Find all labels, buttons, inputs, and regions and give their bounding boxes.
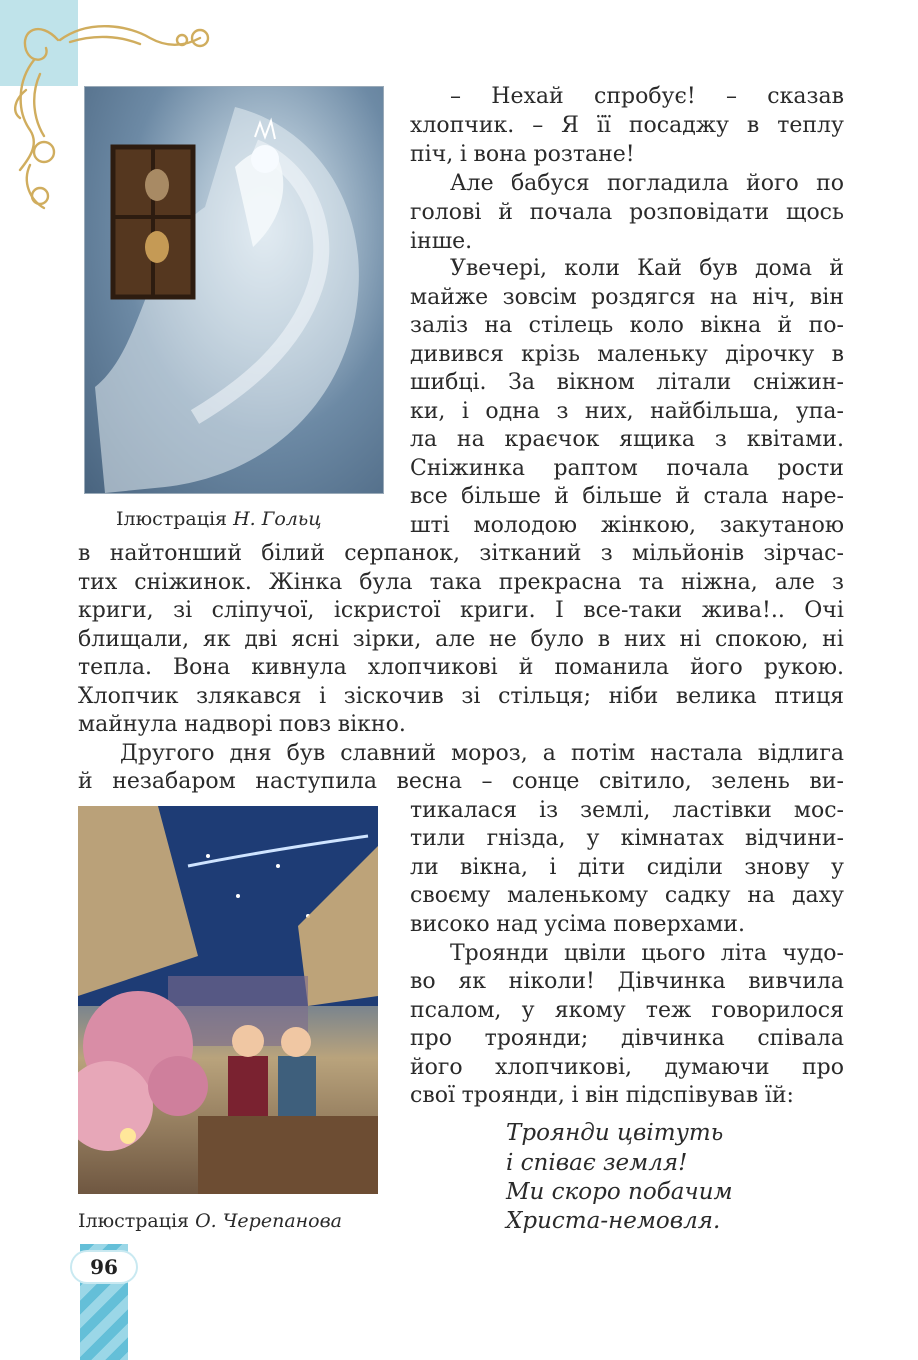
word: з [714, 427, 727, 452]
word: – [450, 84, 461, 109]
word: голові [410, 200, 482, 225]
text-line [410, 796, 844, 825]
word: хлопчик. [410, 113, 515, 138]
word: зі [461, 684, 481, 709]
word: щось [785, 200, 844, 225]
word: велика [675, 684, 757, 709]
word: криги. [459, 598, 536, 623]
word: наре- [781, 484, 844, 509]
word: рости [777, 456, 844, 481]
word: зовсім [502, 285, 577, 310]
word: маленьку [597, 342, 708, 367]
word: погладила [606, 171, 729, 196]
illustration-caption: Ілюстрація О. Черепанова [78, 1210, 342, 1232]
word: по [816, 171, 844, 196]
word: Кай [637, 256, 682, 281]
word: тепла. [78, 655, 152, 680]
word: Другого [120, 741, 215, 766]
word: молодою [473, 513, 578, 538]
word: її [596, 113, 611, 138]
word: Нехай [491, 84, 564, 109]
word: майнула [78, 712, 178, 737]
text-line [78, 710, 844, 739]
word: Очі [804, 598, 844, 623]
word: найбільша, [650, 399, 780, 424]
word: жінкою, [600, 513, 696, 538]
text-line [410, 967, 844, 996]
word: шті [410, 513, 450, 538]
word: троянди, [461, 1083, 565, 1108]
word: якому [554, 998, 626, 1023]
word: зірчас- [763, 541, 844, 566]
word: на [747, 883, 776, 908]
word: вікном [556, 370, 635, 395]
poem-line: Троянди цвітуть [506, 1120, 724, 1146]
word: і [571, 1083, 579, 1108]
word: сонце [512, 769, 580, 794]
word: сиділи [646, 855, 723, 880]
word: Дівчинка [617, 969, 726, 994]
word: піч, [410, 142, 454, 167]
word: ніби [608, 684, 659, 709]
word: роздягся [591, 285, 696, 310]
word: стільця; [498, 684, 591, 709]
word: не [489, 627, 517, 652]
word: говорилося [711, 998, 844, 1023]
word: краєчок [504, 427, 600, 452]
word: вивчила [748, 969, 844, 994]
word: його [690, 655, 743, 680]
illustration-caption: Ілюстрація Н. Гольц [116, 508, 322, 530]
text-line [410, 283, 844, 312]
word: але [774, 570, 815, 595]
text-line [410, 454, 844, 483]
word: зіскочив [343, 684, 444, 709]
word: більше [582, 484, 663, 509]
word: все [410, 484, 448, 509]
word: злякався [196, 684, 302, 709]
word: крізь [521, 342, 580, 367]
word: їй: [764, 1083, 794, 1108]
word: зелень [711, 769, 790, 794]
word: світило, [598, 769, 692, 794]
word: на [456, 427, 485, 452]
word: блищали, [78, 627, 190, 652]
word: почала [529, 200, 613, 225]
word: був [286, 741, 326, 766]
word: весна [396, 769, 462, 794]
text-line [410, 853, 844, 882]
word: – [532, 113, 544, 138]
word: гнізда, [486, 826, 566, 851]
text-line [410, 1024, 844, 1053]
word: у [586, 826, 600, 851]
word: на [484, 313, 513, 338]
page-number: 96 [72, 1252, 136, 1282]
word: землі, [580, 798, 651, 823]
word: білий [261, 541, 325, 566]
word: він [809, 285, 844, 310]
word: ящика [619, 427, 696, 452]
word: вікна [700, 313, 762, 338]
word: шибці. [410, 370, 487, 395]
word: і [319, 684, 327, 709]
word: та [638, 570, 664, 595]
word: з [831, 570, 844, 595]
word: більше [461, 484, 541, 509]
word: рукою. [763, 655, 844, 680]
word: тих [78, 570, 118, 595]
word: спокою, [714, 627, 809, 652]
word: й [777, 313, 793, 338]
word: мос- [793, 798, 844, 823]
word: криги, [78, 598, 154, 623]
word: ніколи! [508, 969, 595, 994]
word: на [710, 285, 738, 310]
word: відчини- [745, 826, 844, 851]
word: настала [650, 741, 743, 766]
word: знову [744, 855, 810, 880]
word: птиця [774, 684, 844, 709]
word: дивився [410, 342, 504, 367]
word: За [508, 370, 535, 395]
word: стала [703, 484, 769, 509]
text-line [120, 739, 844, 768]
word: вікна, [460, 855, 528, 880]
text-line [450, 939, 844, 968]
text-line [78, 682, 844, 711]
text-line [410, 311, 844, 340]
word: І [555, 598, 564, 623]
text-line [410, 910, 844, 939]
text-line [410, 111, 844, 140]
text-line [450, 82, 844, 111]
text-line [450, 254, 844, 283]
word: стілець [528, 313, 614, 338]
word: ні [822, 627, 844, 652]
word: і [549, 855, 557, 880]
text-line [78, 539, 844, 568]
word: над [496, 912, 538, 937]
poem-line: Христа-немовля. [506, 1208, 721, 1234]
word: найтонший [109, 541, 242, 566]
word: Жінка [268, 570, 343, 595]
word: раптом [553, 456, 638, 481]
word: сніжинок. [134, 570, 252, 595]
word: дома [755, 256, 813, 281]
word: а [542, 741, 556, 766]
text-line [78, 568, 844, 597]
word: хлопчикові [367, 655, 498, 680]
word: кімнатах [620, 826, 724, 851]
text-line [410, 227, 844, 256]
word: зітканий [479, 541, 582, 566]
word: дві [244, 627, 278, 652]
word: повз [278, 712, 332, 737]
text-line [410, 425, 844, 454]
word: Вона [173, 655, 231, 680]
word: все-таки [583, 598, 683, 623]
word: ні [679, 627, 702, 652]
word: його [410, 1055, 463, 1080]
word: мільйонів [632, 541, 745, 566]
word: вона [473, 142, 527, 167]
word: цвіли [563, 941, 627, 966]
word: думаючи [664, 1055, 770, 1080]
word: бабуся [510, 171, 590, 196]
word: розповідати [629, 200, 770, 225]
word: високо [410, 912, 490, 937]
text-line [410, 1053, 844, 1082]
word: як [202, 627, 231, 652]
word: така [429, 570, 482, 595]
word: ли [410, 855, 439, 880]
word: даху [791, 883, 844, 908]
text-line [410, 482, 844, 511]
word: зі [173, 598, 193, 623]
word: й [518, 655, 534, 680]
text-line [450, 169, 844, 198]
word: іскристої [333, 598, 441, 623]
word: наступила [255, 769, 377, 794]
word: Сніжинка [410, 456, 525, 481]
word: ясні [291, 627, 339, 652]
text-line [410, 1081, 844, 1110]
word: надворі [184, 712, 273, 737]
word: з [600, 541, 613, 566]
word: в [746, 113, 760, 138]
word: поманила [554, 655, 670, 680]
word: усіма [544, 912, 607, 937]
word: його [746, 171, 799, 196]
text-line [78, 625, 844, 654]
word: прекрасна [498, 570, 622, 595]
word: й [675, 484, 691, 509]
word: почала [666, 456, 749, 481]
word: ніч, [752, 285, 796, 310]
word: була [359, 570, 413, 595]
word: хлопчикові, [495, 1055, 633, 1080]
word: потім [570, 741, 636, 766]
word: сліпучої, [211, 598, 315, 623]
word: із [539, 798, 559, 823]
word: поверхами. [613, 912, 745, 937]
word: й [554, 484, 569, 509]
text-line [410, 340, 844, 369]
word: коло [629, 313, 684, 338]
word: був [699, 256, 738, 281]
word: Троянди [450, 941, 549, 966]
word: теплу [777, 113, 844, 138]
word: він [585, 1083, 620, 1108]
word: квітами. [746, 427, 844, 452]
word: діти [577, 855, 626, 880]
word: Увечері, [450, 256, 547, 281]
word: відлига [757, 741, 844, 766]
word: Хлопчик [78, 684, 179, 709]
word: про [801, 1055, 844, 1080]
word: ластівки [672, 798, 772, 823]
word: садку [664, 883, 731, 908]
poem-line: Ми скоро побачим [506, 1179, 733, 1205]
text-line [410, 397, 844, 426]
text-line [410, 511, 844, 540]
text-line [410, 996, 844, 1025]
word: майже [410, 285, 489, 310]
word: інше. [410, 229, 473, 254]
word: них [623, 627, 666, 652]
word: як [458, 969, 486, 994]
word: і [459, 142, 467, 167]
word: ви- [809, 769, 844, 794]
text-line [410, 824, 844, 853]
word: й [829, 256, 844, 281]
word: у [521, 998, 535, 1023]
word: троянди; [484, 1026, 589, 1051]
word: вікно. [337, 712, 406, 737]
word: кивнула [251, 655, 347, 680]
text-line [78, 596, 844, 625]
word: тикалася [410, 798, 517, 823]
word: псалом, [410, 998, 502, 1023]
word: коли [564, 256, 620, 281]
word: з [556, 399, 569, 424]
word: ніжна, [681, 570, 758, 595]
word: своєму [410, 883, 491, 908]
word: жива!.. [701, 598, 785, 623]
word: ки, [410, 399, 446, 424]
poem-line: і співає земля! [506, 1150, 688, 1176]
text-line [410, 198, 844, 227]
word: Але [450, 171, 494, 196]
word: зірки, [352, 627, 422, 652]
word: теж [645, 998, 692, 1023]
word: і [461, 399, 469, 424]
illustration-children-roses [78, 806, 378, 1194]
text-line [410, 140, 844, 169]
word: по- [808, 313, 844, 338]
word: сказав [767, 84, 844, 109]
illustration-snow-queen [84, 86, 384, 494]
word: дірочку [725, 342, 815, 367]
text-line [410, 881, 844, 910]
word: во [410, 969, 436, 994]
word: цього [641, 941, 706, 966]
word: Я [561, 113, 579, 138]
text-line [78, 653, 844, 682]
word: славний [340, 741, 437, 766]
text-line [410, 368, 844, 397]
word: – [725, 84, 737, 109]
text-line [78, 767, 844, 796]
word: – [481, 769, 493, 794]
word: співала [757, 1026, 844, 1051]
word: чудо- [782, 941, 844, 966]
word: літали [656, 370, 732, 395]
word: в [831, 342, 844, 367]
word: розтане! [533, 142, 635, 167]
word: було [530, 627, 584, 652]
word: них, [584, 399, 634, 424]
word: свої [410, 1083, 455, 1108]
word: закутаною [719, 513, 844, 538]
word: про [410, 1026, 452, 1051]
word: й [78, 769, 93, 794]
word: але [435, 627, 476, 652]
word: тили [410, 826, 466, 851]
word: упа- [795, 399, 844, 424]
word: підспівував [625, 1083, 759, 1108]
word: у [830, 855, 844, 880]
word: заліз [410, 313, 469, 338]
word: мороз, [451, 741, 528, 766]
word: дня [229, 741, 272, 766]
word: ла [410, 427, 438, 452]
word: в [597, 627, 611, 652]
word: в [78, 541, 91, 566]
word: літа [720, 941, 768, 966]
word: серпанок, [344, 541, 461, 566]
word: й [498, 200, 513, 225]
word: дівчинка [620, 1026, 725, 1051]
word: посаджу [628, 113, 729, 138]
word: одна [485, 399, 540, 424]
word: сніжин- [752, 370, 844, 395]
word: спробує! [594, 84, 696, 109]
word: незабаром [112, 769, 236, 794]
word: маленькому [507, 883, 649, 908]
